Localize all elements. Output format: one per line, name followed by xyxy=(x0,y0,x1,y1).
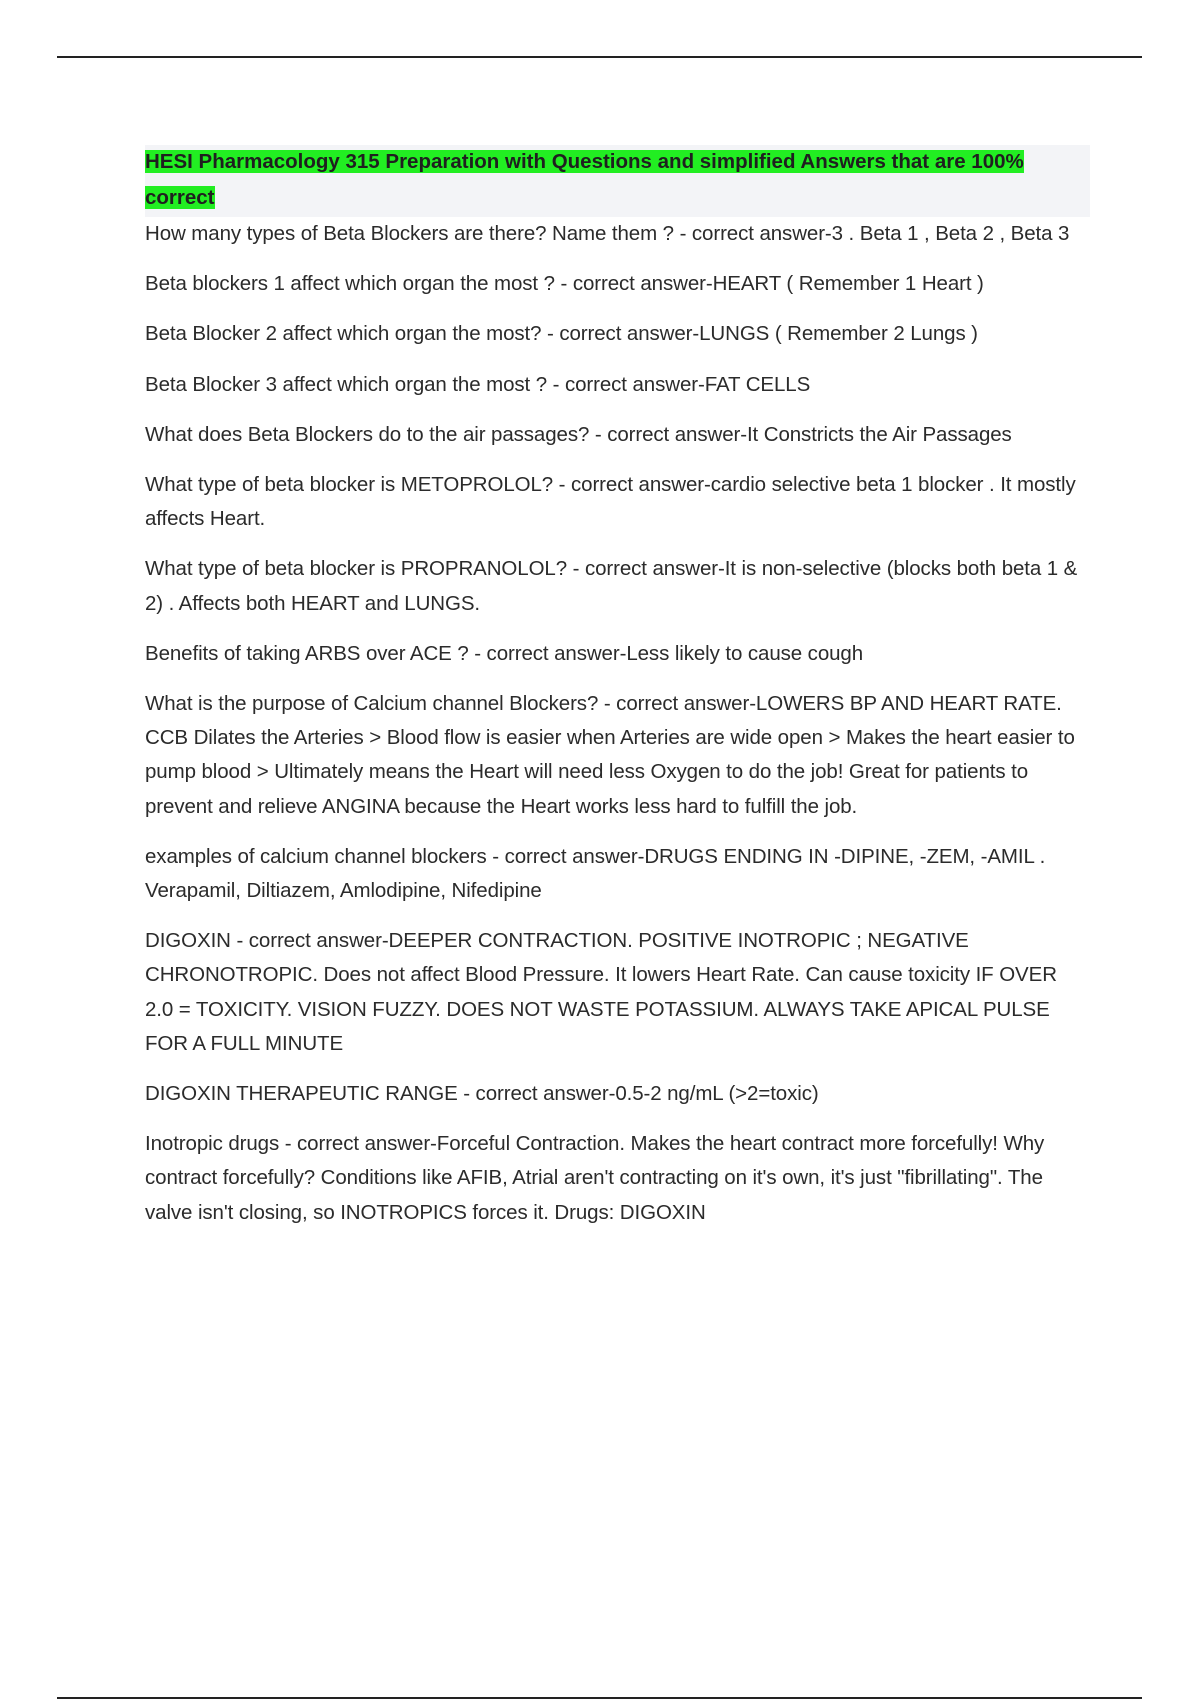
qa-entry: Inotropic drugs - correct answer-Forceful Contraction. Makes the heart contract more forcefully! Why contract forcefully? Conditions like AFIB, Atrial aren't contracting on it's own, it's just "fibrillating". The valve isn't closing, so INOTROPICS forces it. Drugs: DIGOXIN xyxy=(145,1132,1045,1224)
qa-entry: Beta Blocker 3 affect which organ the most ? - correct answer-FAT CELLS xyxy=(145,372,811,396)
qa-entry: What is the purpose of Calcium channel Blockers? - correct answer-LOWERS BP AND HEART RATE. CCB Dilates the Arteries > Blood flow is easier when Arteries are wide open > Makes the heart easier to pump blood > Ultimately means the Heart will need less Oxygen to do the job! Great for patients to prevent and relieve ANGINA because the Heart works less hard to fulfill the job. xyxy=(145,692,1075,818)
qa-entry: examples of calcium channel blockers - correct answer-DRUGS ENDING IN -DIPINE, -ZEM, -AMIL . Verapamil, Diltiazem, Amlodipine, Nifedipine xyxy=(145,844,1046,903)
header-rule xyxy=(57,56,1142,58)
document-title: HESI Pharmacology 315 Preparation with Questions and simplified Answers that are 100% correct xyxy=(145,150,1024,209)
qa-entry: What type of beta blocker is PROPRANOLOL? - correct answer-It is non-selective (blocks both beta 1 & 2) . Affects both HEART and LUNGS. xyxy=(145,557,1078,615)
qa-entry: DIGOXIN THERAPEUTIC RANGE - correct answer-0.5-2 ng/mL (>2=toxic) xyxy=(145,1082,819,1106)
qa-entry: DIGOXIN - correct answer-DEEPER CONTRACTION. POSITIVE INOTROPIC ; NEGATIVE CHRONOTROPIC. Does not affect Blood Pressure. It lowers Heart Rate. Can cause toxicity IF OVER 2.0 = TOXICITY. VISION FUZZY. DOES NOT WASTE POTASSIUM. ALWAYS TAKE APICAL PULSE FOR A FULL MINUTE xyxy=(145,929,1057,1055)
document-title-block xyxy=(145,145,1090,217)
qa-entry: Beta Blocker 2 affect which organ the most? - correct answer-LUNGS ( Remember 2 Lungs ) xyxy=(145,322,978,346)
document-body xyxy=(145,145,1090,1246)
qa-entry: What does Beta Blockers do to the air passages? - correct answer-It Constricts the Air Passages xyxy=(145,422,1012,446)
qa-entry: How many types of Beta Blockers are there? Name them ? - correct answer-3 . Beta 1 , Beta 2 , Beta 3 xyxy=(145,222,1070,245)
qa-entry: Benefits of taking ARBS over ACE ? - correct answer-Less likely to cause cough xyxy=(145,641,864,665)
footer-rule xyxy=(57,1697,1142,1699)
qa-entry: What type of beta blocker is METOPROLOL? - correct answer-cardio selective beta 1 blocker . It mostly affects Heart. xyxy=(145,473,1076,531)
qa-entry: Beta blockers 1 affect which organ the most ? - correct answer-HEART ( Remember 1 Heart ) xyxy=(145,272,984,296)
